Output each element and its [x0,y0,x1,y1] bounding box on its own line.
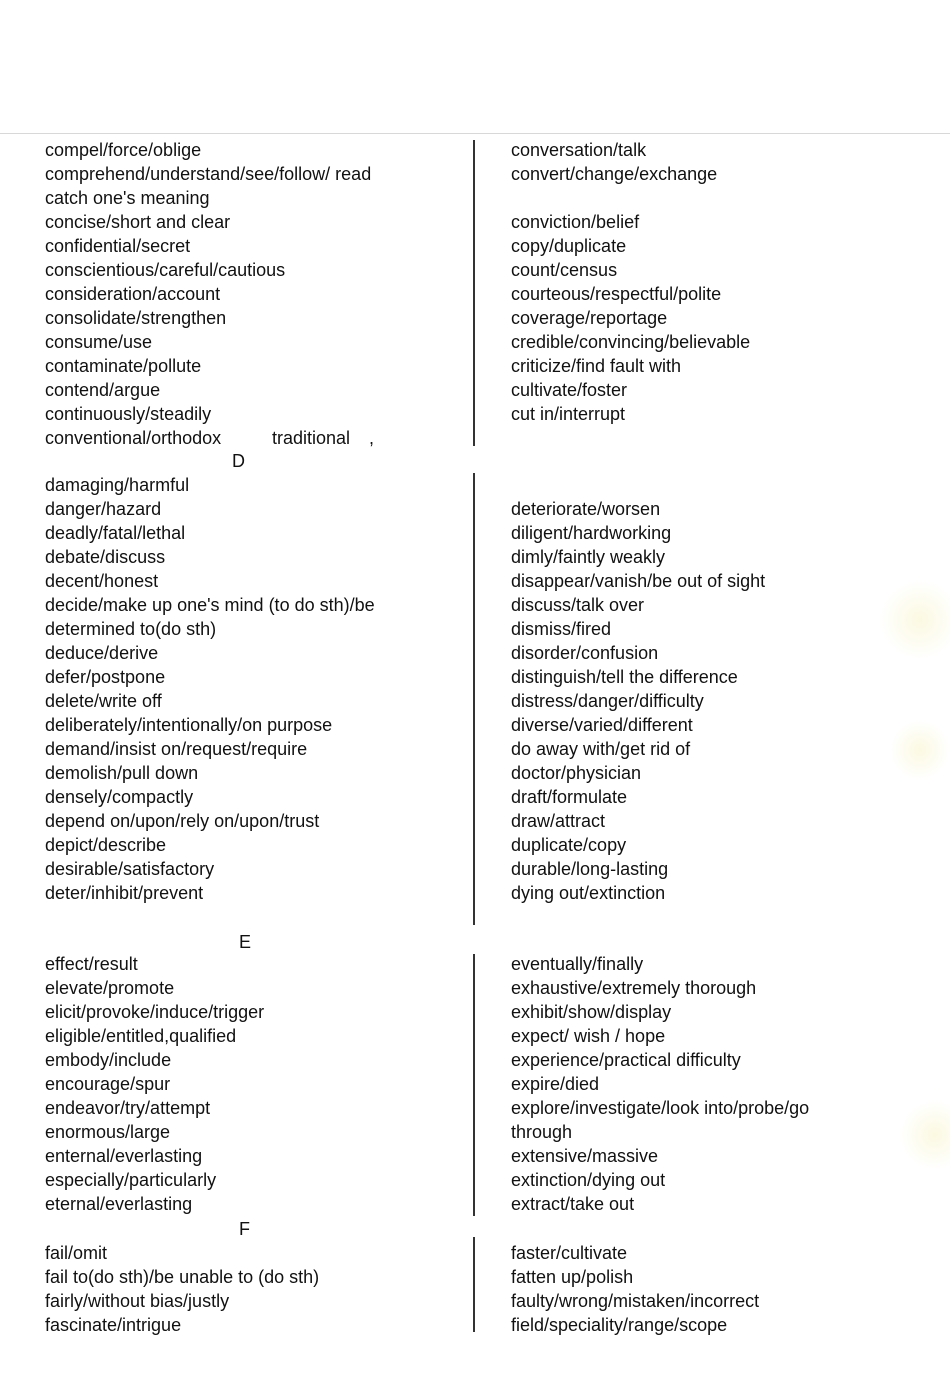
entry: delete/write off [45,691,162,711]
entry: durable/long-lasting [511,859,669,879]
entry: decent/honest [45,571,159,591]
entry: conscientious/careful/cautious [45,260,286,280]
entry: deduce/derive [45,643,159,663]
entry: diligent/hardworking [511,523,672,543]
entry: comprehend/understand/see/follow/ read [45,164,372,184]
entry: extinction/dying out [511,1170,666,1190]
right-column [511,138,936,426]
entry: fail/omit [45,1243,108,1263]
entry: criticize/find fault with [511,356,682,376]
entry: effect/result [45,954,138,974]
entry: explore/investigate/look into/probe/go [511,1098,810,1118]
entry: diverse/varied/different [511,715,693,735]
entry: catch one's meaning [45,188,210,208]
entry [511,473,936,497]
entry: courteous/respectful/polite [511,284,722,304]
entry: defer/postpone [45,667,166,687]
left-column [45,952,465,1216]
entry: encourage/spur [45,1074,171,1094]
entry: extensive/massive [511,1146,659,1166]
entry: fascinate/intrigue [45,1315,182,1335]
entry: contaminate/pollute [45,356,202,376]
entry: distinguish/tell the difference [511,667,738,687]
entry: conversation/talk [511,140,647,160]
entry: demand/insist on/request/require [45,739,308,759]
entry: faulty/wrong/mistaken/incorrect [511,1291,760,1311]
section-letter-f: F [239,1219,250,1239]
entry: disorder/confusion [511,643,659,663]
entry: experience/practical difficulty [511,1050,741,1070]
entry: especially/particularly [45,1170,217,1190]
section-e [0,952,950,1216]
entry: concise/short and clear [45,212,231,232]
entry: desirable/satisfactory [45,859,215,879]
entry: consideration/account [45,284,221,304]
entry: expire/died [511,1074,600,1094]
right-column [511,1241,936,1337]
entry: deliberately/intentionally/on purpose [45,715,333,735]
entry: decide/make up one's mind (to do sth)/be [45,595,375,615]
column-divider [473,954,475,1216]
entry: deadly/fatal/lethal [45,523,186,543]
column-divider [473,1237,475,1332]
entry: draft/formulate [511,787,628,807]
entry: deteriorate/worsen [511,499,661,519]
entry: confidential/secret [45,236,191,256]
section-letter-e: E [239,932,252,952]
entry: coverage/reportage [511,308,668,328]
right-column [511,473,936,905]
entry: faster/cultivate [511,1243,628,1263]
column-divider [473,140,475,446]
entry: consume/use [45,332,153,352]
entry: enormous/large [45,1122,171,1142]
entry: fairly/without bias/justly [45,1291,230,1311]
entry: expect/ wish / hope [511,1026,666,1046]
entry: extract/take out [511,1194,635,1214]
entry: continuously/steadily [45,404,212,424]
entry [511,186,936,210]
entry: exhaustive/extremely thorough [511,978,757,998]
entry: elicit/provoke/induce/trigger [45,1002,265,1022]
entry: fatten up/polish [511,1267,634,1287]
left-column [45,1241,465,1337]
entry: contend/argue [45,380,161,400]
entry: danger/hazard [45,499,162,519]
entry: through [511,1122,573,1142]
entry: depict/describe [45,835,167,855]
entry: endeavor/try/attempt [45,1098,211,1118]
entry: elevate/promote [45,978,175,998]
entry: exhibit/show/display [511,1002,672,1022]
entry-extra: traditional [272,428,351,448]
section-c [0,138,950,452]
entry-extra: , [369,428,375,448]
entry: field/speciality/range/scope [511,1315,728,1335]
entry: depend on/upon/rely on/upon/trust [45,811,320,831]
entry: enternal/everlasting [45,1146,203,1166]
entry: draw/attract [511,811,606,831]
entry: conviction/belief [511,212,640,232]
entry: convert/change/exchange [511,164,718,184]
top-rule [0,133,950,134]
entry: copy/duplicate [511,236,627,256]
entry: duplicate/copy [511,835,627,855]
entry: compel/force/oblige [45,140,202,160]
entry: dismiss/fired [511,619,612,639]
entry: eventually/finally [511,954,644,974]
section-letter-d: D [232,451,245,471]
entry: densely/compactly [45,787,194,807]
entry: cut in/interrupt [511,404,626,424]
entry: demolish/pull down [45,763,199,783]
entry: eternal/everlasting [45,1194,193,1214]
entry: consolidate/strengthen [45,308,227,328]
entry: credible/convincing/believable [511,332,751,352]
section-d [0,473,950,913]
entry: debate/discuss [45,547,166,567]
right-column [511,952,936,1216]
entry: eligible/entitled,qualified [45,1026,237,1046]
left-column [45,138,465,450]
entry: embody/include [45,1050,172,1070]
entry: conventional/orthodox [45,428,222,448]
entry: damaging/harmful [45,475,190,495]
entry: fail to(do sth)/be unable to (do sth) [45,1267,320,1287]
entry: do away with/get rid of [511,739,691,759]
section-f [0,1241,950,1341]
entry: doctor/physician [511,763,642,783]
entry: determined to(do sth) [45,619,217,639]
entry: deter/inhibit/prevent [45,883,204,903]
entry: discuss/talk over [511,595,645,615]
column-divider [473,473,475,925]
left-column [45,473,465,905]
entry: dying out/extinction [511,883,666,903]
entry: distress/danger/difficulty [511,691,704,711]
entry: cultivate/foster [511,380,628,400]
entry: count/census [511,260,618,280]
entry: disappear/vanish/be out of sight [511,571,766,591]
entry: dimly/faintly weakly [511,547,666,567]
